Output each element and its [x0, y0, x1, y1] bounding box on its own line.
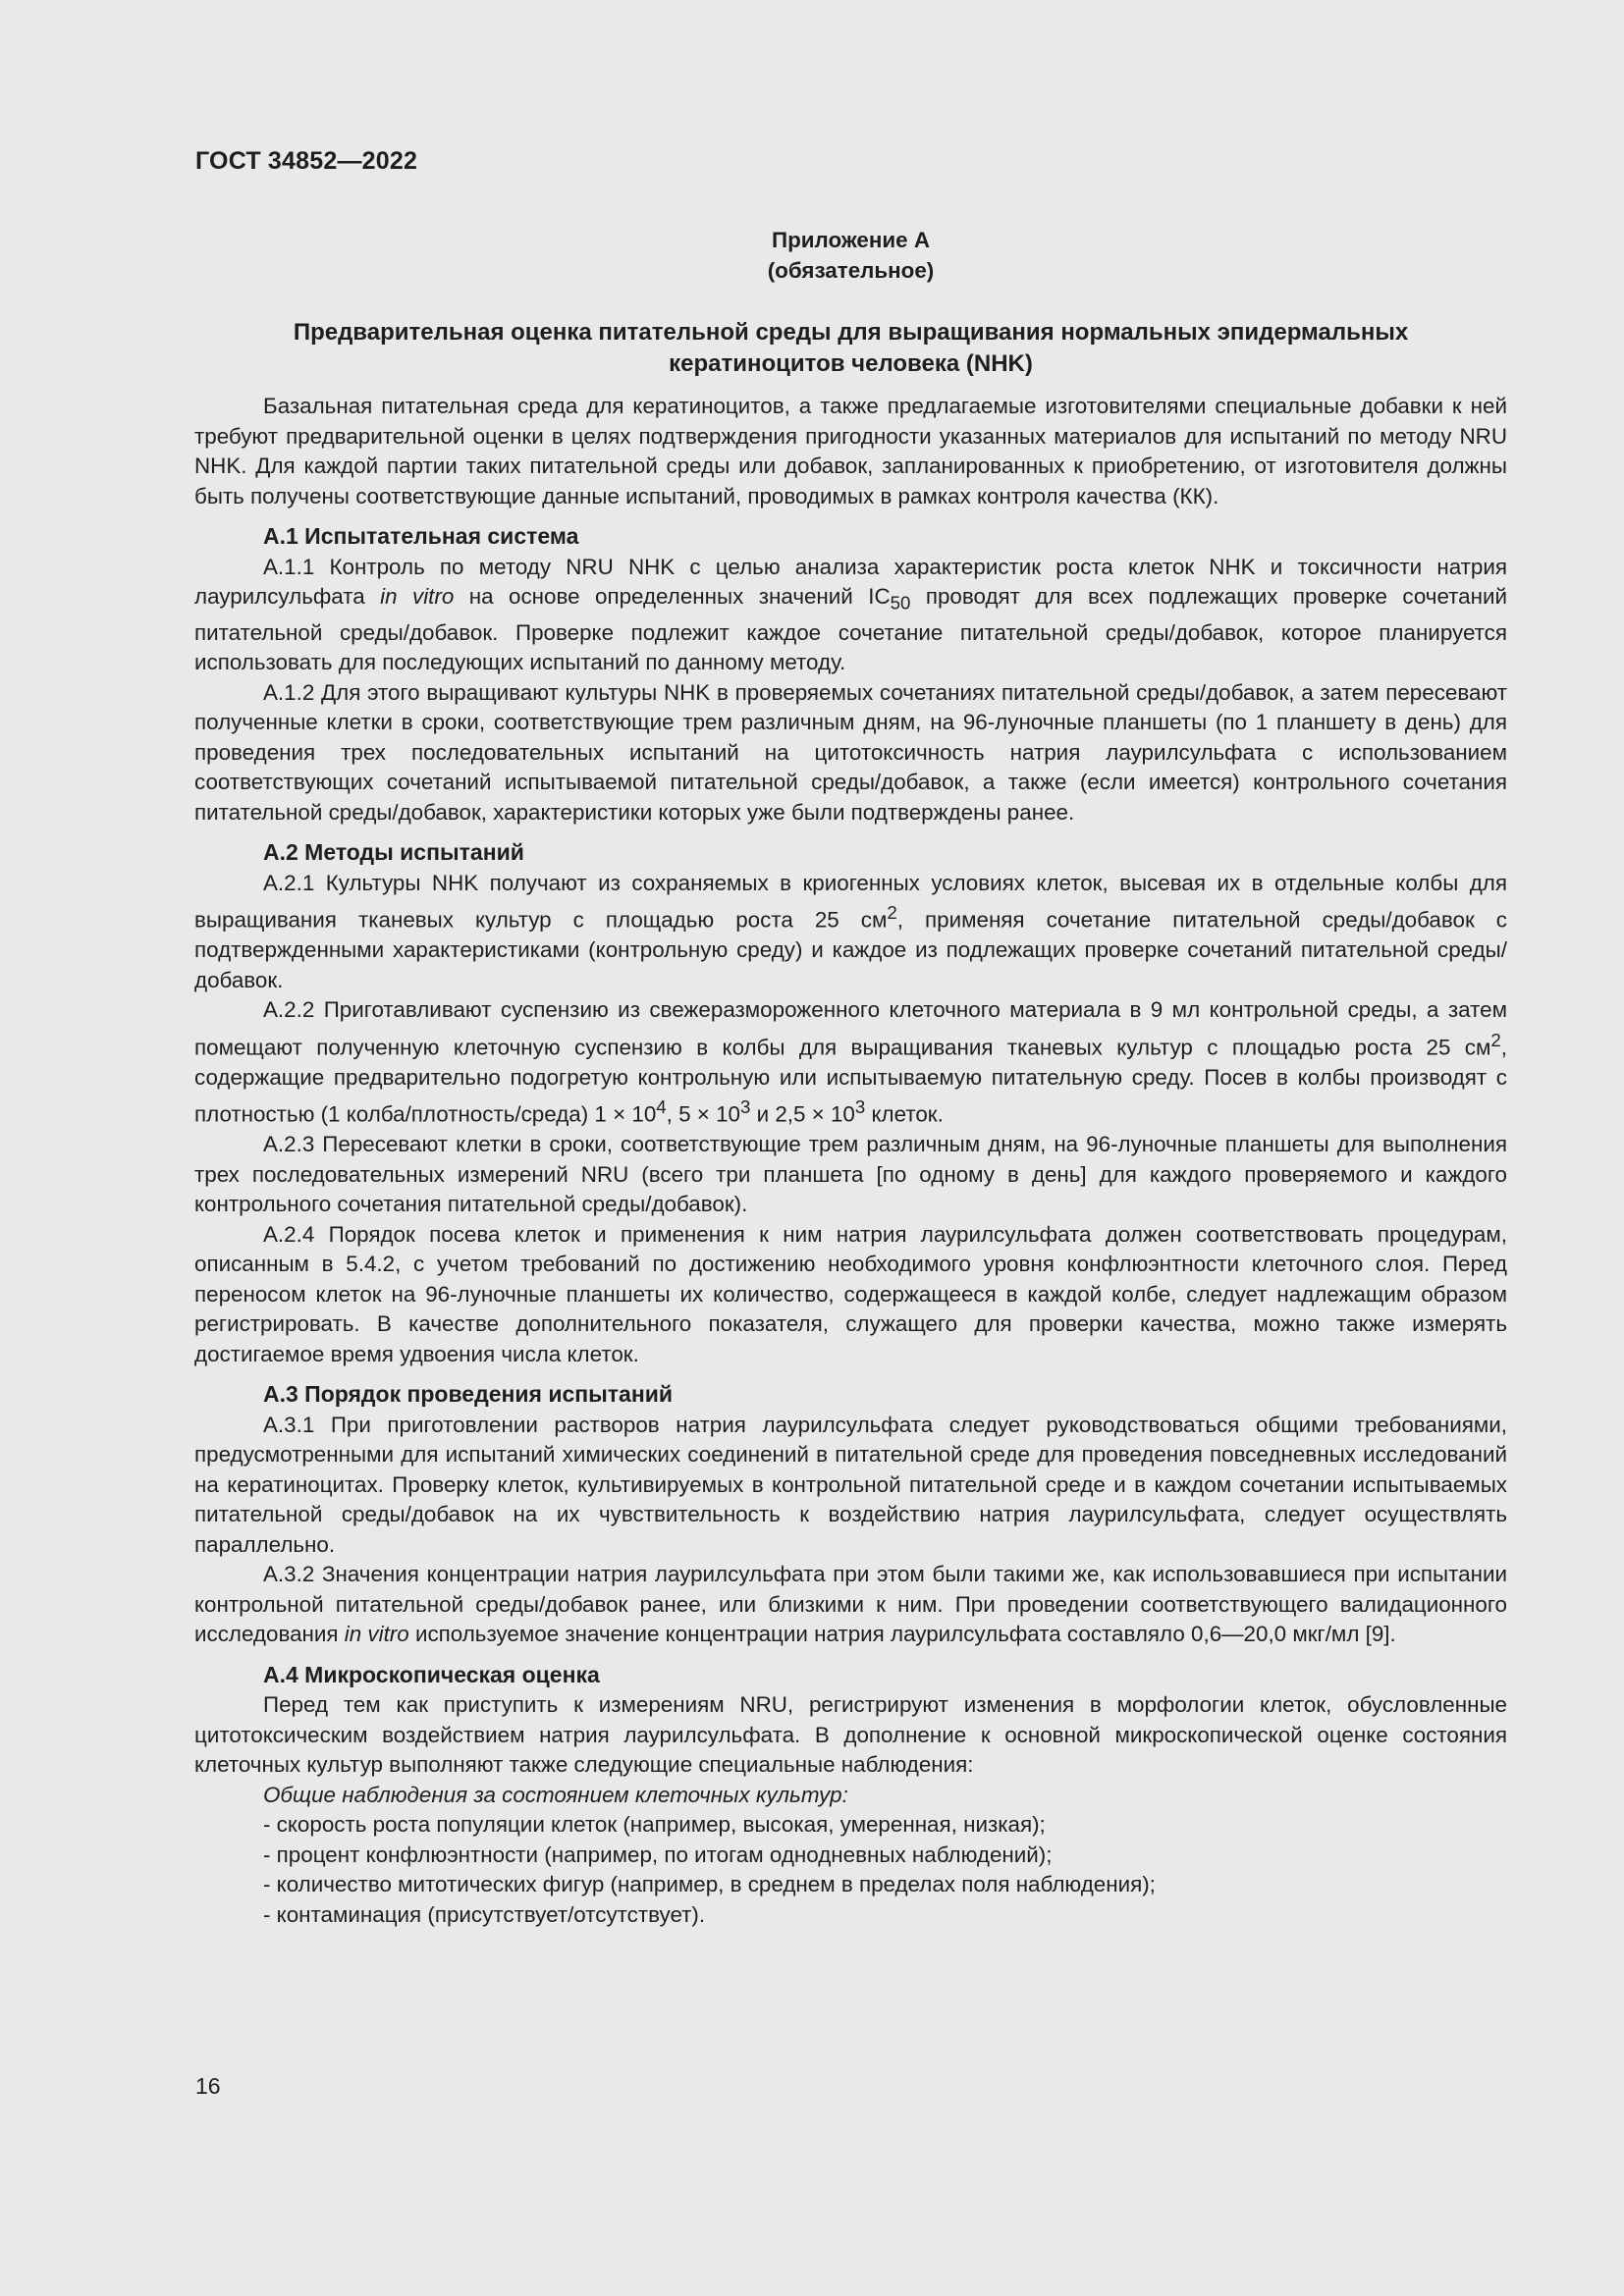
document-code: ГОСТ 34852—2022	[195, 147, 418, 175]
list-item: - скорость роста популяции клеток (например, высокая, умеренная, низкая);	[263, 1812, 1046, 1838]
appendix-label: Приложение А	[771, 228, 930, 252]
text-run: А.1.1 Контроль по методу NRU NHK с целью анализа характеристик роста клеток NHK и токсичности натрия лаурилсульфата	[194, 554, 1507, 609]
paragraph-a2-4: А.2.4 Порядок посева клеток и применения к ним натрия лаурилсульфата должен соответствовать процедурам, описанным в 5.4.2, с учетом требований по достижению необходимого уровня конфлюэнтности клеточного слоя. Перед переносом клеток на 96-луночные планшеты их количество, содержащееся в каждой колбе, следует надлежащим образом регистрировать. В качестве дополнительного показателя, служащего для проверки качества, можно также измерять достигаемое время удвоения числа клеток.	[194, 1221, 1507, 1366]
text-run: используемое значение концентрации натрия лаурилсульфата составляло 0,6—20,0 мкг/мл [9].	[408, 1622, 1396, 1647]
appendix-title-line-2: кератиноцитов человека (NHK)	[669, 350, 1033, 377]
intro-paragraph: Базальная питательная среда для кератиноцитов, а также предлагаемые изготовителями специальные добавки к ней требуют предварительной оценки в целях подтверждения пригодности указанных материалов для испытаний по методу NRU NHK. Для каждой партии таких питательной среды или добавок, запланированных к приобретению, от изготовителя должны быть получены соответствующие данные испытаний, проводимых в рамках контроля качества (КК).	[194, 394, 1507, 508]
list-item: - процент конфлюэнтности (например, по итогам однодневных наблюдений);	[263, 1842, 1053, 1867]
list-item: - контаминация (присутствует/отсутствует).	[263, 1901, 706, 1927]
text-run: А.3.2 Значения концентрации натрия лаурилсульфата при этом были такими же, как использовавшиеся при испытании контрольной питательной среды/добавок ранее, или близкими к ним. При проведении соответствующего валидационного исследования	[194, 1562, 1507, 1647]
paragraph-a2-3: А.2.3 Пересевают клетки в сроки, соответствующие трем различным дням, на 96-луночные планшеты для выполнения трех последовательных измерений NRU (всего три планшета [по одному в день] для каждого проверяемого и каждого контрольного сочетания питательной среды/добавок).	[194, 1132, 1507, 1217]
appendix-title-line-1: Предварительная оценка питательной среды для выращивания нормальных эпидермальных	[293, 319, 1409, 346]
appendix-status: (обязательное)	[767, 257, 935, 283]
section-a4-heading: А.4 Микроскопическая оценка	[263, 1661, 600, 1687]
text-run: А.2.2 Приготавливают суспензию из свежеразмороженного клеточного материала в 9 мл контрольной среды, а затем помещают полученную клеточную суспензию в колбы для выращивания тканевых культур с площадью роста 25 см	[194, 997, 1507, 1060]
text-run: , 5 × 10	[666, 1101, 740, 1127]
paragraph-a1-1	[194, 553, 1507, 678]
appendix-title	[194, 317, 1507, 380]
section-a1-heading: А.1 Испытательная система	[263, 523, 579, 549]
paragraph-a3-2	[194, 1560, 1507, 1650]
section-a2-heading: А.2 Методы испытаний	[263, 839, 524, 866]
page-content	[194, 226, 1507, 1930]
italic-run: in vitro	[380, 584, 455, 609]
observations-subheading: Общие наблюдения за состоянием клеточных культур:	[263, 1782, 848, 1807]
paragraph-a2-2	[194, 995, 1507, 1130]
paragraph-a3-1: А.3.1 При приготовлении растворов натрия лаурилсульфата следует руководствоваться общими требованиями, предусмотренными для испытаний химических соединений в питательной среде для проведения повседневных исследований на кератиноцитах. Проверку клеток, культивируемых в контрольной питательной среде и в каждом сочетании испытываемых питательной среды/добавок на их чувствительность к воздействию натрия лаурилсульфата, следует осуществлять параллельно.	[194, 1412, 1507, 1557]
italic-run: in vitro	[344, 1622, 409, 1647]
paragraph-a1-2: А.1.2 Для этого выращивают культуры NHK в проверяемых сочетаниях питательной среды/добавок, а затем пересевают полученные клетки в сроки, соответствующие трем различным дням, на 96-луночные планшеты (по 1 планшету в день) для проведения трех последовательных испытаний на цитотоксичность натрия лаурилсульфата с использованием соответствующих сочетаний испытываемой питательной среды/добавок, а также (если имеется) контрольного сочетания питательной среды/добавок, характеристики которых уже были подтверждены ранее.	[194, 679, 1507, 825]
section-a3-heading: А.3 Порядок проведения испытаний	[263, 1381, 674, 1408]
superscript: 3	[740, 1096, 751, 1118]
paragraph-a2-1	[194, 869, 1507, 995]
superscript: 2	[1490, 1029, 1501, 1050]
list-item: - количество митотических фигур (например, в среднем в пределах поля наблюдения);	[263, 1872, 1156, 1897]
superscript: 3	[854, 1096, 866, 1118]
paragraph-a4-1: Перед тем как приступить к измерениям NRU, регистрируют изменения в морфологии клеток, обусловленные цитотоксическим воздействием натрия лаурилсульфата. В дополнение к основной микроскопической оценке состояния клеточных культур выполняют также следующие специальные наблюдения:	[194, 1692, 1507, 1778]
text-run: А.2.1 Культуры NHK получают из сохраняемых в криогенных условиях клеток, высевая их в отдельные колбы для выращивания тканевых культур с площадью роста 25 см	[194, 870, 1507, 933]
text-run: , содержащие предварительно подогретую контрольную или испытываемую питательную среду. Посев в колбы производят с плотностью (1 колба/плотность/среда) 1 × 10	[194, 1035, 1507, 1127]
page-number: 16	[195, 2073, 221, 2099]
text-run: клеток.	[865, 1101, 944, 1127]
subscript: 50	[890, 592, 911, 614]
text-run: , применяя сочетание питательной среды/добавок с подтвержденными характеристиками (контрольную среду) и каждое из подлежащих проверке сочетаний питательной среды/добавок.	[194, 907, 1507, 992]
superscript: 4	[656, 1096, 667, 1118]
text-run: на основе определенных значений IC	[454, 584, 891, 609]
text-run: проводят для всех подлежащих проверке сочетаний питательной среды/добавок. Проверке подлежит каждое сочетание питательной среды/добавок, которое планируется использовать для последующих испытаний по данному методу.	[194, 584, 1507, 675]
text-run: и 2,5 × 10	[750, 1101, 855, 1127]
superscript: 2	[887, 902, 897, 924]
